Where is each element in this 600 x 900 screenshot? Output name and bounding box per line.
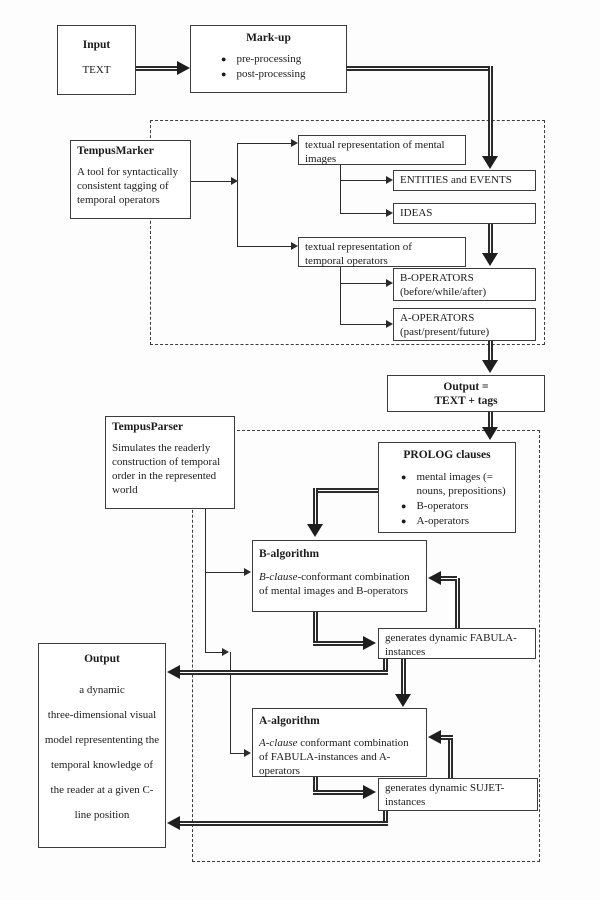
flow-sujet-to-outputfinal xyxy=(180,821,388,826)
flow-fabula-to-aalgorithm xyxy=(401,658,406,694)
b-operators-line2: (before/while/after) xyxy=(400,285,487,298)
txt-temporal-label: textual representation of temporal operators xyxy=(305,241,412,267)
arrowhead xyxy=(386,209,393,217)
flow-sujet-output-south xyxy=(383,810,388,821)
arrowhead xyxy=(428,571,441,585)
feedback-sujet-to-aalgorithm xyxy=(441,735,453,740)
arrowhead xyxy=(482,156,498,169)
flow-balgorithm-south xyxy=(313,612,318,641)
output-final-line: the reader at a given C- xyxy=(50,784,154,797)
markup-bullet: post-processing xyxy=(236,68,306,81)
output-final-line: a dynamic xyxy=(79,684,125,697)
markup-bullet: pre-processing xyxy=(236,53,302,66)
output-tags-line1: Output = xyxy=(443,381,489,393)
output-final-title: Output xyxy=(84,653,120,665)
tempusmarker-box xyxy=(70,140,191,219)
flow-prolog-west xyxy=(313,488,378,493)
flow-prolog-to-balgorithm xyxy=(313,488,318,524)
ideas-box xyxy=(393,203,536,224)
feedback-fabula-north xyxy=(455,578,460,628)
connector-to-entities xyxy=(340,180,386,181)
flow-output-to-prolog xyxy=(488,411,493,427)
connector-temporal-vertical xyxy=(340,265,341,325)
a-clause-term: A-clause xyxy=(259,737,298,750)
bullet-icon: ● xyxy=(401,515,407,526)
flow-markup-east xyxy=(347,66,493,71)
arrowhead xyxy=(291,242,298,250)
arrowhead xyxy=(363,785,376,799)
txt-mental-box xyxy=(298,135,466,165)
b-operators-box xyxy=(393,268,536,301)
connector-jog-vertical xyxy=(230,652,231,754)
sujet-label: generates dynamic SUJET-instances xyxy=(385,782,505,808)
connector-tempusmarker-branch xyxy=(190,181,231,182)
prolog-bullet: A-operators xyxy=(416,514,469,527)
b-algorithm-body xyxy=(259,571,420,599)
arrowhead xyxy=(428,730,441,744)
arrowhead xyxy=(244,749,251,757)
flow-aalgorithm-south xyxy=(313,777,318,790)
output-final-line: three-dimensional visual xyxy=(47,709,157,722)
flow-fabula-to-outputfinal xyxy=(180,670,388,675)
flow-markup-south xyxy=(488,66,493,156)
tempusmarker-body: A tool for syntactically consistent tagging of temporal operators xyxy=(77,166,179,206)
flow-ideas-to-boperators xyxy=(488,223,493,253)
a-algorithm-box xyxy=(252,708,427,777)
txt-mental-label: textual representation of mental images xyxy=(305,139,445,165)
prolog-bullet: mental images (= nouns, prepositions) xyxy=(416,471,506,498)
arrowhead xyxy=(307,524,323,537)
arrowhead xyxy=(291,139,298,147)
connector-jog xyxy=(205,652,222,653)
output-final-line: temporal knowledge of xyxy=(50,759,154,772)
a-operators-line1: A-OPERATORS xyxy=(400,312,475,324)
markup-title: Mark-up xyxy=(246,32,291,44)
b-algorithm-body-rest: -conformant combination of mental images and B-operators xyxy=(259,571,410,598)
tempusmarker-title: TempusMarker xyxy=(77,145,154,157)
arrowhead xyxy=(482,253,498,266)
output-tags-line2: TEXT + tags xyxy=(434,395,498,408)
arrowhead xyxy=(386,279,393,287)
connector-to-txt-temporal xyxy=(238,246,291,247)
tempusparser-title: TempusParser xyxy=(112,421,184,433)
arrowhead xyxy=(395,694,411,707)
a-algorithm-title: A-algorithm xyxy=(259,715,320,727)
a-operators-box xyxy=(393,308,536,341)
entities-label: ENTITIES and EVENTS xyxy=(400,174,512,186)
connector-to-txt-mental xyxy=(238,143,291,144)
arrowhead xyxy=(244,568,251,576)
entities-box xyxy=(393,170,536,191)
arrowhead xyxy=(482,427,498,440)
prolog-box xyxy=(378,442,516,533)
b-operators-line1: B-OPERATORS xyxy=(400,272,474,284)
fabula-label: generates dynamic FABULA-instances xyxy=(385,632,517,658)
flow-aalgorithm-to-sujet xyxy=(313,790,363,795)
a-algorithm-body xyxy=(259,737,420,778)
input-text-box xyxy=(57,25,136,95)
flow-input-to-markup xyxy=(136,66,177,71)
flow-aoperators-to-output xyxy=(488,338,493,360)
arrowhead xyxy=(222,648,229,656)
flow-balgorithm-to-fabula xyxy=(313,641,363,646)
markup-box xyxy=(190,25,347,93)
prolog-bullet: B-operators xyxy=(416,499,469,512)
connector-branch-vertical xyxy=(237,143,238,247)
b-algorithm-title: B-algorithm xyxy=(259,548,320,560)
a-operators-line2: (past/present/future) xyxy=(400,325,490,338)
bullet-icon: ● xyxy=(401,500,407,511)
output-final-line: line position xyxy=(74,809,130,822)
arrowhead xyxy=(363,636,376,650)
prolog-title: PROLOG clauses xyxy=(403,449,491,461)
arrowhead xyxy=(177,61,190,75)
b-algorithm-box xyxy=(252,540,427,612)
connector-mental-vertical xyxy=(340,163,341,214)
sujet-box xyxy=(378,778,538,811)
feedback-fabula-to-balgorithm xyxy=(441,576,457,581)
a-algorithm-body-rest: conformant combination of FABULA-instances and A-operators xyxy=(259,737,409,777)
input-title: Input xyxy=(82,39,111,51)
txt-temporal-box xyxy=(298,237,466,267)
arrowhead xyxy=(482,360,498,373)
connector-to-ideas xyxy=(340,213,386,214)
output-tags-box xyxy=(387,375,545,412)
fabula-box xyxy=(378,628,536,659)
arrowhead xyxy=(167,665,180,679)
output-final-box xyxy=(38,643,166,848)
b-clause-term: B-clause xyxy=(259,571,298,584)
arrowhead xyxy=(386,320,393,328)
output-final-line: model represententing the xyxy=(44,734,160,747)
input-body: TEXT xyxy=(82,64,111,77)
arrowhead xyxy=(167,816,180,830)
arrowhead xyxy=(386,176,393,184)
connector-to-b-operators xyxy=(340,283,386,284)
connector-to-a-operators xyxy=(340,324,386,325)
bullet-icon: ● xyxy=(221,54,227,65)
connector-to-b-algorithm xyxy=(205,572,244,573)
connector-to-a-algorithm xyxy=(230,753,244,754)
connector-tempusparser-vertical xyxy=(205,509,206,653)
tempusparser-box xyxy=(105,416,235,509)
bullet-icon: ● xyxy=(221,69,227,80)
tempusparser-body: Simulates the readerly construction of temporal order in the represented world xyxy=(112,442,221,496)
ideas-label: IDEAS xyxy=(400,207,433,219)
feedback-sujet-north xyxy=(448,737,453,778)
bullet-icon: ● xyxy=(401,472,407,483)
